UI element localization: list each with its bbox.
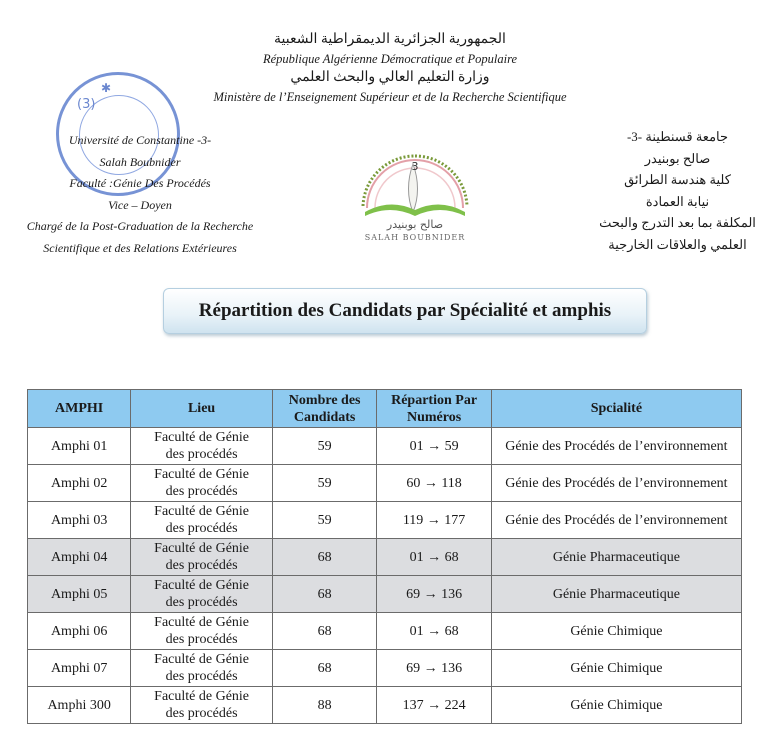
table-header-row [28,390,742,428]
cell-repartition: 01 → 59 [377,428,491,465]
cell-lieu: Faculté de Génie des procédés [131,613,273,650]
cell-repartition: 137 → 224 [377,687,491,724]
cell-nombre: 59 [272,428,376,465]
document-title: Répartition des Candidats par Spécialité et amphis [198,300,612,321]
cell-specialite: Génie Chimique [491,687,741,724]
french-republic-title: République Algérienne Démocratique et Populaire [262,52,518,66]
cell-amphi: Amphi 300 [28,687,131,724]
university-subname: Salah Boubnider [99,154,181,169]
faculty-name: Faculté :Génie Des Procédés [69,176,211,190]
cell-specialite: Génie des Procédés de l’environnement [491,465,741,502]
arabic-vice-dean-role-2: العلمي والعلاقات الخارجية [608,236,747,252]
header-right [590,126,765,255]
header-lieu: Lieu [131,390,273,428]
french-ministry-title: Ministère de l’Enseignement Supérieur et de la Recherche Scientifique [213,90,567,104]
header-center [180,30,600,106]
cell-nombre: 68 [272,539,376,576]
header-left [0,130,280,259]
cell-nombre: 68 [272,576,376,613]
arabic-vice-dean: نيابة العمادة [645,193,710,209]
vice-dean-role-2: Scientifique et des Relations Extérieures [43,240,237,255]
cell-nombre: 68 [272,650,376,687]
cell-lieu: Faculté de Génie des procédés [131,687,273,724]
university-logo-icon [355,150,475,242]
logo-arabic-name: صالح بوبنيدر [386,218,444,231]
table-row [28,428,742,465]
cell-specialite: Génie Chimique [491,650,741,687]
table-row [28,465,742,502]
cell-lieu: Faculté de Génie des procédés [131,428,273,465]
arabic-vice-dean-role-1: المكلفة بما بعد التدرج والبحث [599,215,756,230]
table-row [28,650,742,687]
header-specialite: Spcialité [491,390,741,428]
cell-lieu: Faculté de Génie des procédés [131,576,273,613]
cell-nombre: 59 [272,502,376,539]
cell-lieu: Faculté de Génie des procédés [131,539,273,576]
header-repartition: Répartion Par Numéros [377,390,491,428]
arabic-ministry-title: وزارة التعليم العالي والبحث العلمي [290,70,490,85]
cell-specialite: Génie des Procédés de l’environnement [491,502,741,539]
cell-repartition: 60 → 118 [377,465,491,502]
distribution-table [27,389,742,724]
cell-nombre: 88 [272,687,376,724]
document-title-box [163,288,647,334]
cell-amphi: Amphi 07 [28,650,131,687]
cell-amphi: Amphi 03 [28,502,131,539]
cell-specialite: Génie des Procédés de l’environnement [491,428,741,465]
arabic-university-subname: صالح بوبنيدر [644,150,711,166]
cell-repartition: 01 → 68 [377,539,491,576]
cell-amphi: Amphi 01 [28,428,131,465]
arabic-faculty-name: كلية هندسة الطرائق [624,172,731,187]
table-row [28,687,742,724]
cell-repartition: 119 → 177 [377,502,491,539]
cell-lieu: Faculté de Génie des procédés [131,465,273,502]
arabic-republic-title: الجمهورية الجزائرية الديمقراطية الشعبية [274,32,506,47]
table-row [28,613,742,650]
cell-repartition: 69 → 136 [377,650,491,687]
cell-specialite: Génie Chimique [491,613,741,650]
header-nombre: Nombre des Candidats [272,390,376,428]
cell-specialite: Génie Pharmaceutique [491,576,741,613]
vice-dean: Vice – Doyen [108,197,172,212]
table-row [28,576,742,613]
table-row [28,502,742,539]
cell-repartition: 01 → 68 [377,613,491,650]
stamp-number: (3) [77,97,96,112]
stamp-star-icon: ✱ [101,81,112,95]
cell-lieu: Faculté de Génie des procédés [131,502,273,539]
university-name: Université de Constantine -3- [68,133,212,147]
logo-latin-name: SALAH BOUBNIDER [364,233,466,242]
logo-number: 3 [411,160,419,173]
arabic-university-name: جامعة قسنطينة -3- [626,129,729,144]
cell-repartition: 69 → 136 [377,576,491,613]
cell-amphi: Amphi 06 [28,613,131,650]
cell-amphi: Amphi 05 [28,576,131,613]
cell-amphi: Amphi 04 [28,539,131,576]
cell-nombre: 68 [272,613,376,650]
header-amphi: AMPHI [28,390,131,428]
cell-lieu: Faculté de Génie des procédés [131,650,273,687]
table-row [28,539,742,576]
vice-dean-role-1: Chargé de la Post-Graduation de la Recherche [26,219,254,233]
university-logo [355,150,475,242]
cell-amphi: Amphi 02 [28,465,131,502]
cell-nombre: 59 [272,465,376,502]
cell-specialite: Génie Pharmaceutique [491,539,741,576]
